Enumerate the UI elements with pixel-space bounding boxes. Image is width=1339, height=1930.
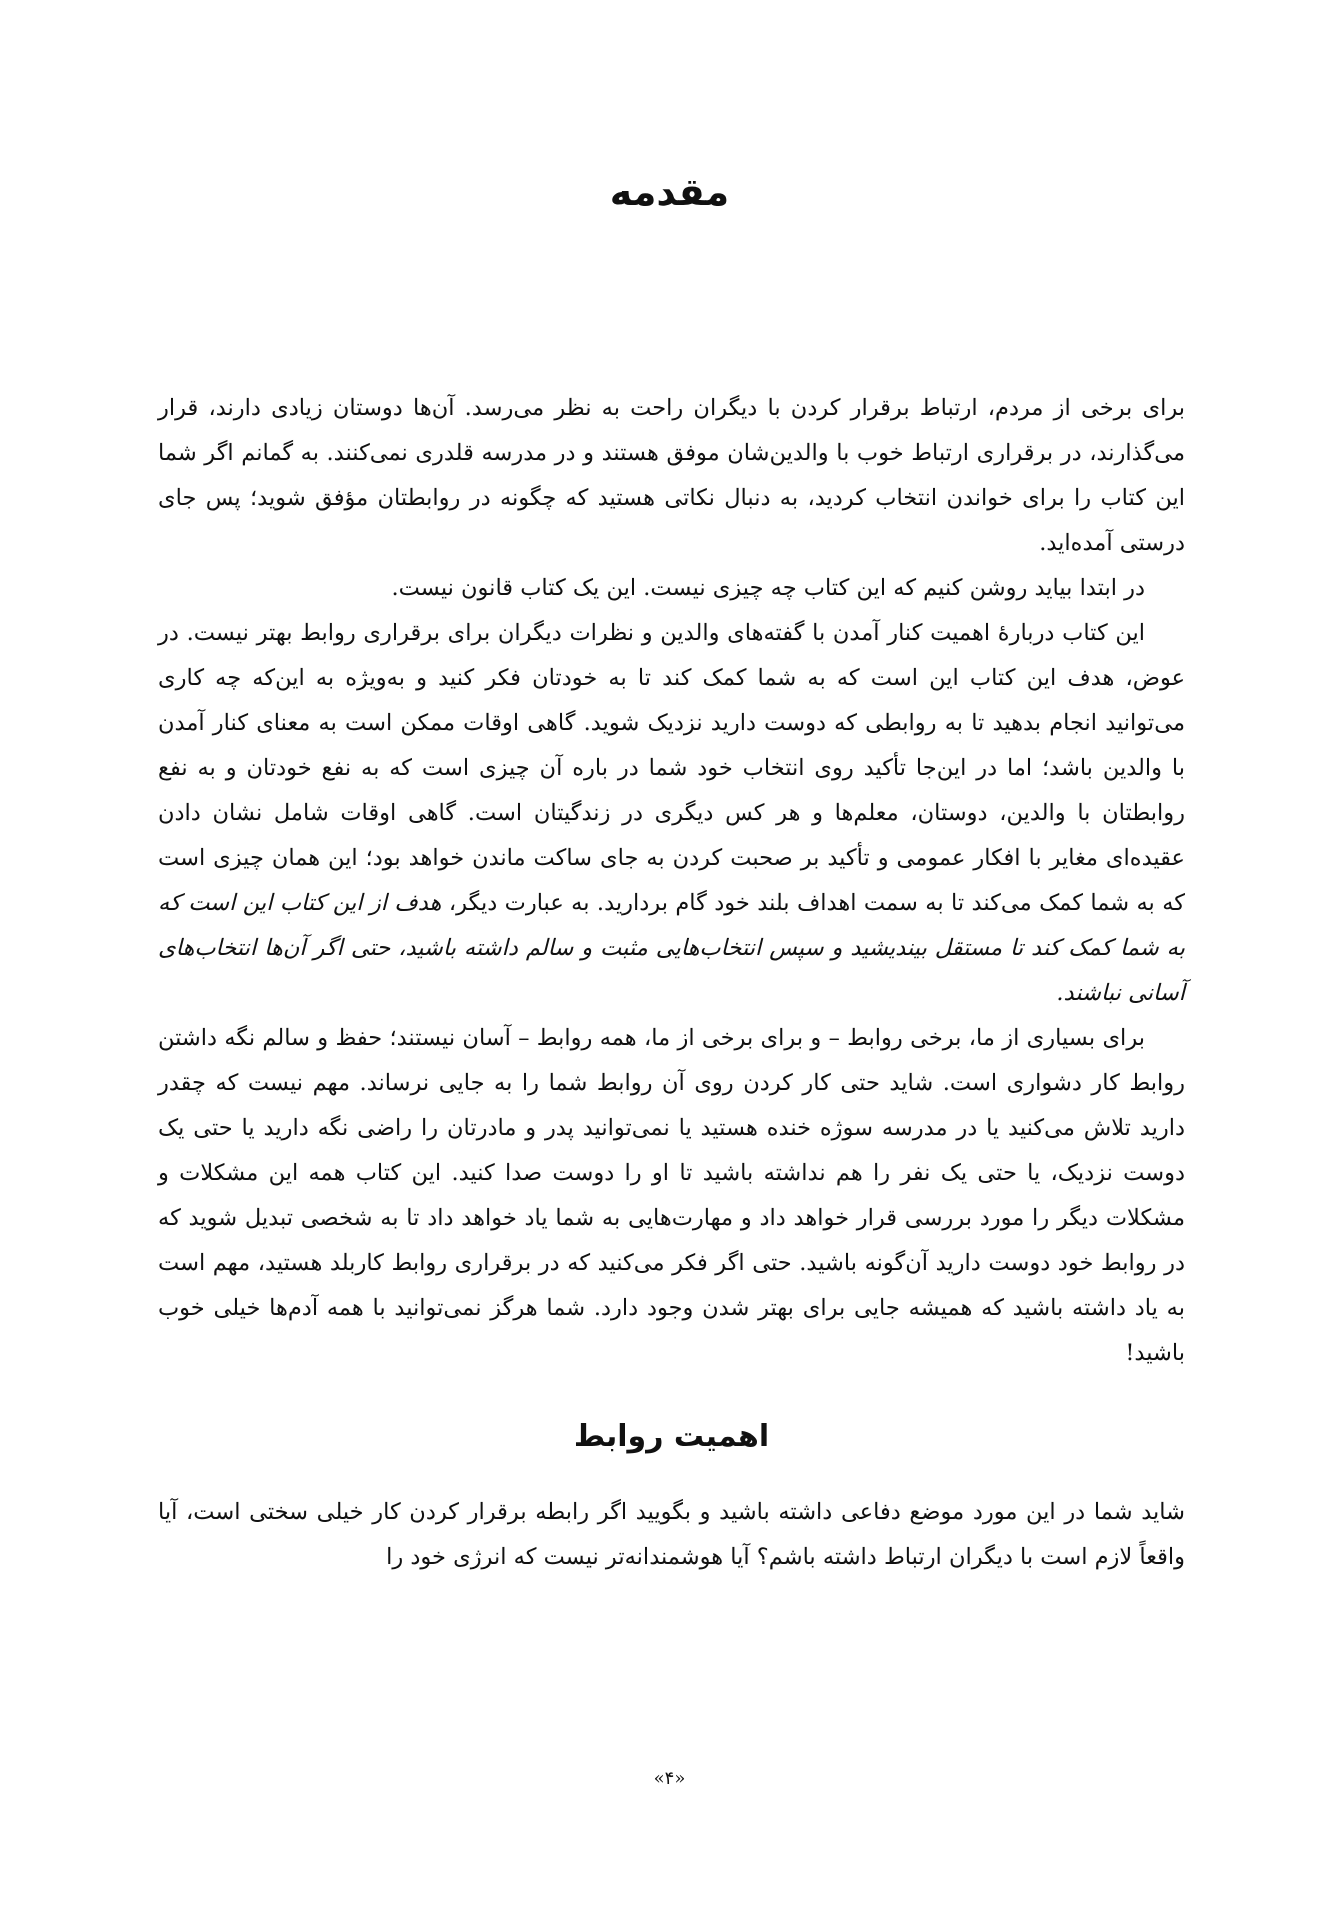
purpose-text: این کتاب دربارهٔ اهمیت کنار آمدن با گفته‌های والدین و نظرات دیگران برای برقراری روابط بهتر نیست. در عوض، هدف این کتاب این است که به شما کمک کند تا به خودتان فکر کنید و به‌ویژه به این‌که چه کاری می‌توانید انجام بدهید تا به روابطی که دوست دارید نزدیک شوید. گاهی اوقات ممکن است به معنای کنار آمدن با والدین باشد؛ اما در این‌جا تأکید روی انتخاب خود شما در باره آن چیزی است که به نفع خودتان و به نفع روابطتان با والدین، دوستان، معلم‌ها و هر کس دیگری در زندگیتان است. گاهی اوقات شامل نشان دادن عقیده‌ای مغایر با افکار عمومی و تأکید بر صحبت کردن به جای ساکت ماندن خواهد بود؛ این همان چیزی است که به شما کمک می‌کند تا به سمت اهداف بلند خود گام بردارید. به عبارت دیگر،	[158, 620, 1186, 916]
page-title: مقدمه	[609, 170, 730, 214]
purpose-emphasis: هدف از این کتاب این است که به شما کمک کند تا مستقل بیندیشید و سپس انتخاب‌هایی مثبت و سالم داشته باشید، حتی اگر آن‌ها انتخاب‌های آسانی نباشند.	[158, 890, 1185, 1006]
section-heading: اهمیت روابط	[573, 1419, 770, 1454]
clarification-paragraph: در ابتدا بیاید روشن کنیم که این کتاب چه چیزی نیست. این یک کتاب قانون نیست.	[391, 575, 1145, 601]
section-paragraph: شاید شما در این مورد موضع دفاعی داشته باشید و بگویید اگر رابطه برقرار کردن کار خیلی سختی است، آیا واقعاً لازم است با دیگران ارتباط داشته باشم؟ آیا هوشمندانه‌تر نیست که انرژی خود را	[158, 1499, 1185, 1570]
page-number: «۴»	[653, 1768, 686, 1789]
purpose-paragraph	[158, 611, 1185, 1016]
body-text	[158, 386, 1185, 1580]
relationships-paragraph: برای بسیاری از ما، برخی روابط – و برای برخی از ما، همه روابط – آسان نیستند؛ حفظ و سالم نگه داشتن روابط کار دشواری است. شاید حتی کار کردن روی آن روابط شما را به جایی نرساند. مهم نیست که چقدر دارید تلاش می‌کنید یا در مدرسه سوژه خنده هستید یا نمی‌توانید پدر و مادرتان را راضی نگه دارید یا حتی یک دوست نزدیک، یا حتی یک نفر را هم نداشته باشید تا او را دوست صدا کنید. این کتاب همه این مشکلات و مشکلات دیگر را مورد بررسی قرار خواهد داد و مهارت‌هایی به شما یاد خواهد داد تا به شخصی تبدیل شوید که در روابط خود دوست دارید آن‌گونه باشید. حتی اگر فکر می‌کنید که در برقراری روابط کاربلد هستید، مهم است به یاد داشته باشید که همیشه جایی برای بهتر شدن وجود دارد. شما هرگز نمی‌توانید با همه آدم‌ها خیلی خوب باشید!	[158, 1025, 1185, 1366]
intro-paragraph: برای برخی از مردم، ارتباط برقرار کردن با دیگران راحت به نظر می‌رسد. آن‌ها دوستان زیادی دارند، قرار می‌گذارند، در برقراری ارتباط خوب با والدین‌شان موفق هستند و در مدرسه قلدری نمی‌کنند. به گمانم اگر شما این کتاب را برای خواندن انتخاب کردید، به دنبال نکاتی هستید که چگونه در روابطتان مؤفق شوید؛ پس جای درستی آمده‌اید.	[158, 395, 1185, 556]
